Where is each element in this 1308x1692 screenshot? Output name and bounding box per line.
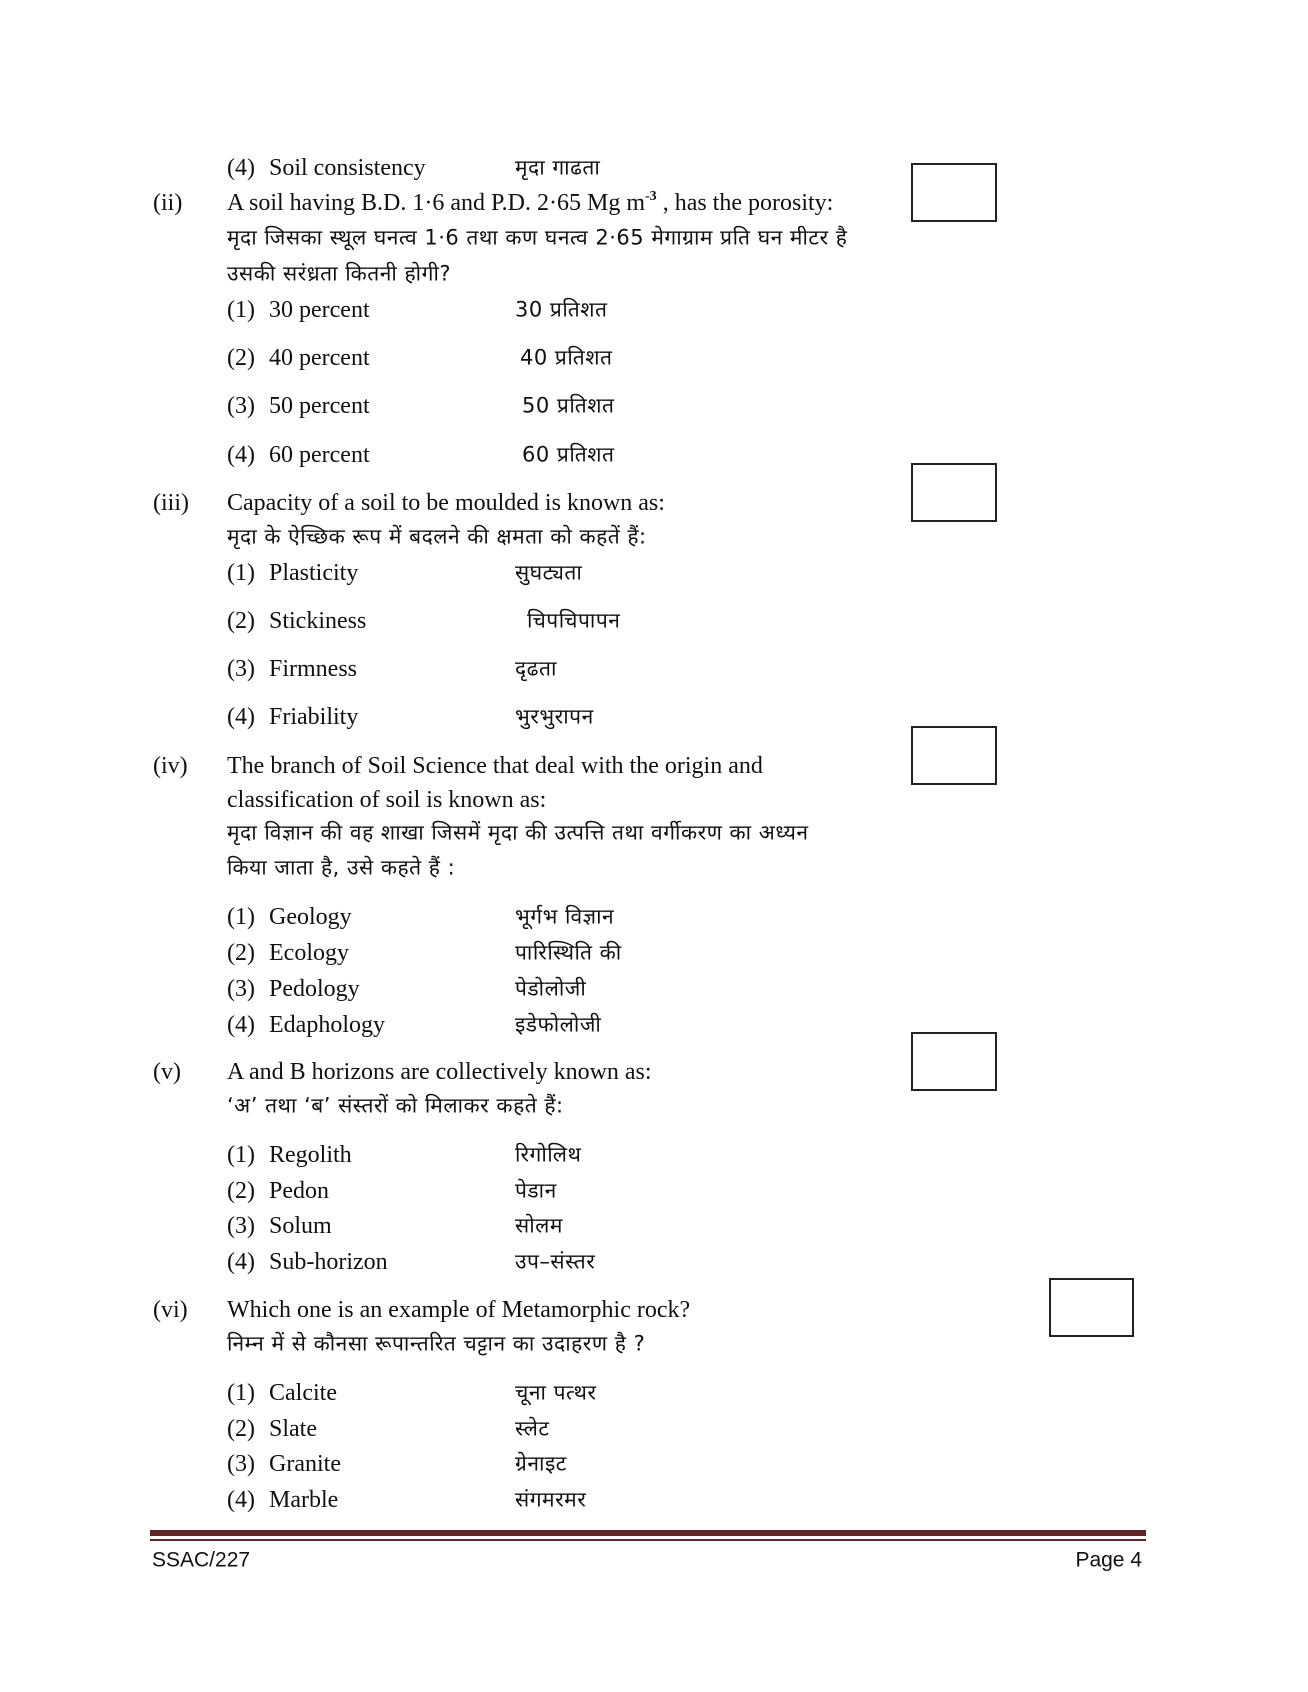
option-row xyxy=(227,941,349,965)
option-row xyxy=(227,1488,338,1512)
option-text-en: Slate xyxy=(269,1416,317,1442)
option-row xyxy=(227,561,358,585)
option-text-en: 40 percent xyxy=(269,345,370,371)
option-number: (4) xyxy=(227,1487,255,1513)
question-text-hi: उसकी सरंध्रता कितनी होगी? xyxy=(227,261,452,286)
option-row xyxy=(227,394,370,418)
option-number: (3) xyxy=(227,1213,255,1239)
option-text-hi: पेडान xyxy=(515,1178,557,1203)
option-text-en: Edaphology xyxy=(269,1012,385,1038)
question-number: (vi) xyxy=(153,1297,188,1323)
question-text-post: , has the porosity: xyxy=(656,190,834,216)
option-row xyxy=(227,1013,385,1037)
option-text-en: 30 percent xyxy=(269,297,370,323)
option-row xyxy=(227,1417,317,1441)
option-text-hi: उप–संस्तर xyxy=(515,1249,596,1274)
option-number: (1) xyxy=(227,1380,255,1406)
option-row xyxy=(227,1250,388,1274)
footer-rule xyxy=(150,1530,1146,1536)
option-row xyxy=(227,705,358,729)
question-text-en: Which one is an example of Metamorphic rock? xyxy=(227,1297,691,1323)
question-text-hi: मृदा विज्ञान की वह शाखा जिसमें मृदा की उत्पत्ति तथा वर्गीकरण का अध्यन xyxy=(227,820,809,845)
option-text-en: Solum xyxy=(269,1213,332,1239)
question-text-hi: किया जाता है, उसे कहते हैं : xyxy=(227,855,456,880)
option-text-hi: चूना पत्थर xyxy=(515,1380,597,1405)
option-row xyxy=(227,298,370,322)
answer-box-vi[interactable] xyxy=(1049,1278,1134,1337)
option-number: (4) xyxy=(227,442,255,468)
option-number: (2) xyxy=(227,1178,255,1204)
option-row xyxy=(227,156,426,180)
question-text-hi: निम्न में से कौनसा रूपान्तरित चट्टान का उदाहरण है ? xyxy=(227,1331,646,1356)
option-number: (4) xyxy=(227,704,255,730)
option-number: (2) xyxy=(227,1416,255,1442)
question-number: (iv) xyxy=(153,753,188,779)
option-number: (2) xyxy=(227,345,255,371)
option-text-en: 60 percent xyxy=(269,442,370,468)
option-number: (4) xyxy=(227,155,255,181)
option-text-en: Granite xyxy=(269,1451,341,1477)
option-number: (3) xyxy=(227,976,255,1002)
option-text-en: Friability xyxy=(269,704,359,730)
option-text-hi: ग्रेनाइट xyxy=(515,1451,567,1476)
question-number: (iii) xyxy=(153,490,189,516)
option-text-hi: स्लेट xyxy=(515,1416,550,1441)
question-text-hi: ‘अ’ तथा ‘ब’ संस्तरों को मिलाकर कहते हैं: xyxy=(227,1093,564,1118)
option-text-hi: पेडोलोजी xyxy=(515,976,587,1001)
page-number: Page 4 xyxy=(1075,1548,1142,1572)
option-text-hi: संगमरमर xyxy=(515,1487,587,1512)
question-number: (v) xyxy=(153,1059,181,1085)
answer-box-ii[interactable] xyxy=(911,163,997,222)
superscript: -3 xyxy=(645,189,657,204)
option-number: (1) xyxy=(227,1142,255,1168)
option-text-en: Pedon xyxy=(269,1178,329,1204)
option-text-en: Geology xyxy=(269,904,352,930)
option-row xyxy=(227,346,370,370)
option-number: (3) xyxy=(227,1451,255,1477)
option-number: (1) xyxy=(227,560,255,586)
option-number: (2) xyxy=(227,608,255,634)
option-row xyxy=(227,977,360,1001)
question-text-en: A and B horizons are collectively known as: xyxy=(227,1059,652,1085)
option-text-en: Regolith xyxy=(269,1142,352,1168)
footer-rule-thin xyxy=(150,1539,1146,1541)
option-row xyxy=(227,1452,341,1476)
question-text-pre: A soil having B.D. 1·6 and P.D. 2·65 Mg m xyxy=(227,190,646,216)
question-text-en: The branch of Soil Science that deal with the origin and xyxy=(227,753,763,779)
option-number: (4) xyxy=(227,1249,255,1275)
option-row xyxy=(227,1381,337,1405)
option-text-hi: 30 प्रतिशत xyxy=(515,297,608,322)
option-number: (4) xyxy=(227,1012,255,1038)
option-row xyxy=(227,657,357,681)
option-row xyxy=(227,1179,329,1203)
option-text-hi: 40 प्रतिशत xyxy=(520,345,613,370)
option-text-en: Marble xyxy=(269,1487,339,1513)
option-text-en: Ecology xyxy=(269,940,349,966)
option-text-hi: दृढता xyxy=(515,656,557,681)
option-text-hi: मृदा गाढता xyxy=(515,155,601,180)
option-text-hi: रिगोलिथ xyxy=(515,1142,582,1167)
option-row xyxy=(227,1143,352,1167)
option-text-en: Stickiness xyxy=(269,608,367,634)
question-number: (ii) xyxy=(153,190,183,216)
option-number: (1) xyxy=(227,904,255,930)
option-text-en: Pedology xyxy=(269,976,360,1002)
answer-box-iv[interactable] xyxy=(911,726,997,785)
option-number: (2) xyxy=(227,940,255,966)
paper-code: SSAC/227 xyxy=(152,1548,251,1572)
option-number: (3) xyxy=(227,393,255,419)
answer-box-iii[interactable] xyxy=(911,463,997,522)
option-number: (3) xyxy=(227,656,255,682)
option-text-hi: पारिस्थिति की xyxy=(515,940,622,965)
option-text-en: Calcite xyxy=(269,1380,337,1406)
question-text-en: Capacity of a soil to be moulded is known as: xyxy=(227,490,665,516)
option-text-hi: भुरभुरापन xyxy=(515,704,594,729)
option-row xyxy=(227,1214,332,1238)
option-text-hi: भूर्गभ विज्ञान xyxy=(515,904,615,929)
option-text-hi: 50 प्रतिशत xyxy=(522,393,615,418)
question-text-en: classification of soil is known as: xyxy=(227,787,547,813)
question-text-hi: मृदा जिसका स्थूल घनत्व 1·6 तथा कण घनत्व 2·65 मेगाग्राम प्रति घन मीटर है xyxy=(227,225,848,250)
option-row xyxy=(227,905,352,929)
option-text-en: 50 percent xyxy=(269,393,370,419)
option-text-hi: 60 प्रतिशत xyxy=(522,442,615,467)
option-row xyxy=(227,443,370,467)
question-text-hi: मृदा के ऐच्छिक रूप में बदलने की क्षमता को कहतें हैं: xyxy=(227,524,647,549)
option-text-en: Plasticity xyxy=(269,560,359,586)
question-text-en xyxy=(227,191,833,215)
option-text-hi: चिपचिपापन xyxy=(527,608,621,633)
option-row xyxy=(227,609,366,633)
option-text-en: Soil consistency xyxy=(269,155,426,181)
option-text-hi: इडेफोलोजी xyxy=(515,1012,602,1037)
option-text-hi: सोलम xyxy=(515,1213,563,1238)
option-number: (1) xyxy=(227,297,255,323)
answer-box-v[interactable] xyxy=(911,1032,997,1091)
option-text-hi: सुघट्यता xyxy=(515,560,583,585)
option-text-en: Sub-horizon xyxy=(269,1249,388,1275)
option-text-en: Firmness xyxy=(269,656,358,682)
